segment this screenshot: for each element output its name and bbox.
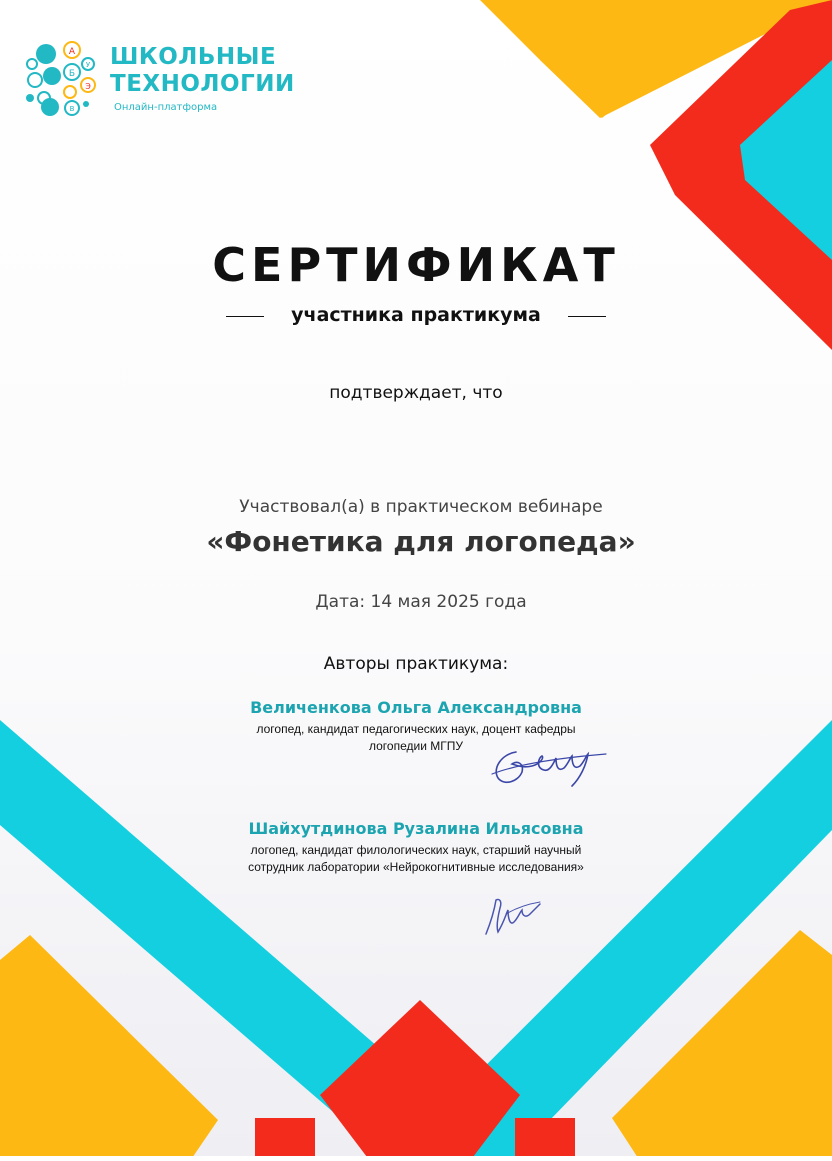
- logo-letter-b: Б: [68, 69, 76, 79]
- logo-circles-icon: [24, 40, 104, 120]
- author-signature-1: [488, 738, 613, 796]
- logo-title-line1: ШКОЛЬНЫЕ: [110, 44, 277, 70]
- logo-title: [110, 44, 295, 98]
- webinar-title: «Фонетика для логопеда»: [206, 525, 636, 558]
- logo-subtitle: Онлайн-платформа: [114, 102, 218, 113]
- bottom-red-left-bar: [255, 1118, 315, 1161]
- subtitle-right-rule: [568, 316, 606, 317]
- bottom-red-right-bar: [515, 1118, 575, 1161]
- author-description: логопед, кандидат педагогических наук, доцент кафедры логопедии МГПУ: [256, 722, 576, 753]
- confirms-text: подтверждает, что: [329, 383, 503, 403]
- author-block: [206, 818, 626, 876]
- logo-letter-a: А: [68, 47, 76, 57]
- author-name: Шайхутдинова Рузалина Ильясовна: [248, 819, 584, 838]
- logo-letter-u: У: [85, 61, 91, 69]
- author-description: логопед, кандидат филологических наук, старший научный сотрудник лаборатории «Нейрокогнитивные исследования»: [248, 843, 584, 874]
- logo-letter-e: Э: [85, 82, 91, 91]
- author-name: Величенкова Ольга Александровна: [250, 698, 582, 717]
- author-signature-2: [482, 892, 544, 940]
- logo-title-line2: ТЕХНОЛОГИИ: [110, 71, 295, 97]
- bottom-white-strip: [0, 1156, 832, 1161]
- school-technologies-logo: [24, 40, 295, 120]
- certificate-subtitle: участника практикума: [291, 304, 541, 326]
- authors-label: Авторы практикума:: [323, 654, 509, 674]
- logo-letter-v: В: [69, 105, 75, 113]
- certificate-subtitle-row: [224, 302, 608, 330]
- certificate-title: СЕРТИФИКАТ: [212, 238, 620, 292]
- participated-text: Участвовал(а) в практическом вебинаре: [239, 497, 603, 517]
- event-date: Дата: 14 мая 2025 года: [315, 592, 527, 612]
